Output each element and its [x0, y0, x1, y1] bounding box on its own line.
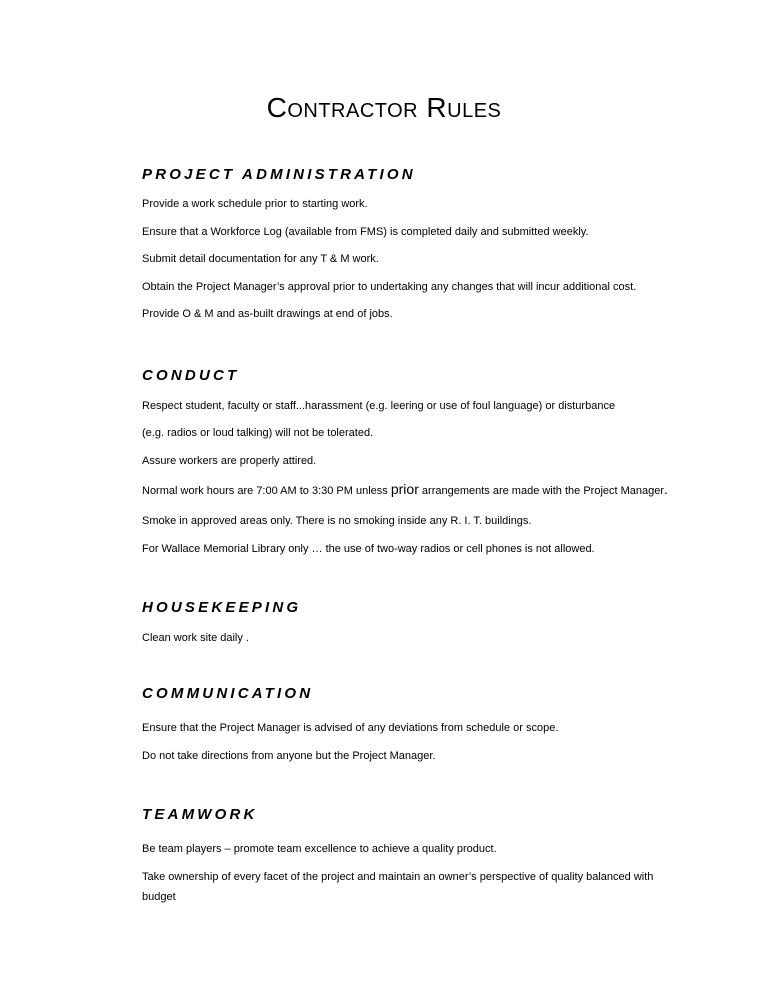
work-hours-prior-word: prior — [390, 481, 419, 497]
rule-library-radios: For Wallace Memorial Library only … the use of two-way radios or cell phones is not allowed. — [142, 543, 595, 555]
page-title: Contractor Rules — [266, 92, 502, 123]
rule-team-players: Be team players – promote team excellence to achieve a quality product. — [142, 843, 497, 855]
rule-ownership-continued: budget — [142, 891, 176, 903]
work-hours-text-before: Normal work hours are 7:00 AM to 3:30 PM unless — [142, 485, 391, 497]
section-heading-teamwork: TEAMWORK — [142, 806, 258, 823]
rule-om-drawings: Provide O & M and as-built drawings at end of jobs. — [142, 308, 393, 320]
rule-clean-site: Clean work site daily . — [142, 632, 249, 644]
rule-ownership: Take ownership of every facet of the project and maintain an owner’s perspective of quality balanced with — [142, 871, 654, 883]
rule-tm-documentation: Submit detail documentation for any T & M work. — [142, 253, 379, 265]
rule-work-hours — [142, 481, 668, 497]
section-heading-project-administration: PROJECT ADMINISTRATION — [142, 166, 416, 183]
work-hours-text-after: arrangements are made with the Project Manager — [418, 485, 665, 497]
rule-directions: Do not take directions from anyone but the Project Manager. — [142, 750, 436, 762]
rule-respect-continued: (e.g. radios or loud talking) will not be tolerated. — [142, 427, 374, 439]
rule-attire: Assure workers are properly attired. — [142, 455, 317, 467]
section-heading-communication: COMMUNICATION — [142, 685, 314, 702]
rule-smoking: Smoke in approved areas only. There is no smoking inside any R. I. T. buildings. — [142, 515, 532, 527]
section-heading-conduct: CONDUCT — [142, 367, 240, 384]
work-hours-period: . — [664, 481, 668, 497]
rule-work-schedule: Provide a work schedule prior to starting work. — [142, 198, 368, 210]
rule-advise-deviations: Ensure that the Project Manager is advised of any deviations from schedule or scope. — [142, 722, 559, 734]
rule-respect: Respect student, faculty or staff...harassment (e.g. leering or use of foul language) or disturbance — [142, 400, 616, 412]
rule-workforce-log: Ensure that a Workforce Log (available from FMS) is completed daily and submitted weekly. — [142, 226, 589, 238]
section-heading-housekeeping: HOUSEKEEPING — [142, 599, 302, 616]
rule-pm-approval: Obtain the Project Manager’s approval prior to undertaking any changes that will incur additional cost. — [142, 281, 637, 293]
